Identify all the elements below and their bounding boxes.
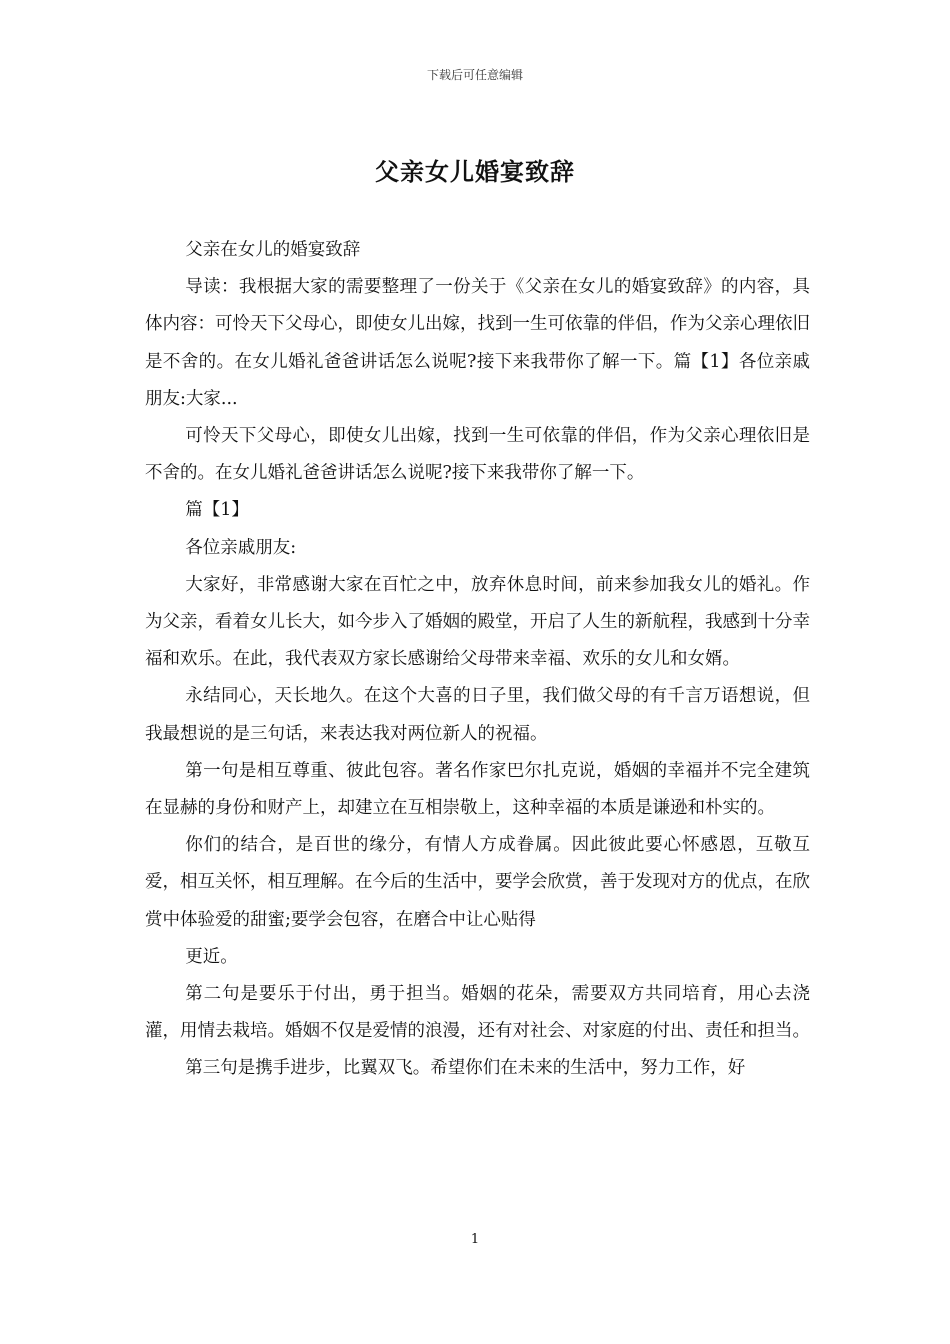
paragraph: 第一句是相互尊重、彼此包容。著名作家巴尔扎克说，婚姻的幸福并不完全建筑在显赫的身份和财产上，却建立在互相崇敬上，这种幸福的本质是谦逊和朴实的。 xyxy=(145,760,810,819)
paragraph: 大家好，非常感谢大家在百忙之中，放弃休息时间，前来参加我女儿的婚礼。作为父亲，看着女儿长大，如今步入了婚姻的殿堂，开启了人生的新航程，我感到十分幸福和欢乐。在此，我代表双方家长感谢给父母带来幸福、欢乐的女儿和女婿。 xyxy=(145,574,810,670)
paragraph: 永结同心，天长地久。在这个大喜的日子里，我们做父母的有千言万语想说，但我最想说的是三句话，来表达我对两位新人的祝福。 xyxy=(145,686,810,744)
page-number: 1 xyxy=(470,1232,480,1247)
paragraph: 第二句是要乐于付出，勇于担当。婚姻的花朵，需要双方共同培育，用心去浇灌，用情去栽培。婚姻不仅是爱情的浪漫，还有对社会、对家庭的付出、责任和担当。 xyxy=(145,984,810,1042)
section-heading: 篇【1】 xyxy=(185,500,249,521)
header-note: 下载后可任意编辑 xyxy=(426,68,523,82)
paragraph: 第三句是携手进步，比翼双飞。希望你们在未来的生活中，努力工作，好 xyxy=(185,1058,746,1079)
paragraph-subtitle: 父亲在女儿的婚宴致辞 xyxy=(185,240,361,260)
paragraph: 更近。 xyxy=(185,946,238,967)
document-title: 父亲女儿婚宴致辞 xyxy=(375,157,575,186)
paragraph: 可怜天下父母心，即使女儿出嫁，找到一生可依靠的伴侣，作为父亲心理依旧是不舍的。在女儿婚礼爸爸讲话怎么说呢?接下来我带你了解一下。 xyxy=(145,426,810,484)
salutation: 各位亲戚朋友: xyxy=(185,537,297,558)
paragraph-intro: 导读：我根据大家的需要整理了一份关于《父亲在女儿的婚宴致辞》的内容，具体内容：可怜天下父母心，即使女儿出嫁，找到一生可依靠的伴侣，作为父亲心理依旧是不舍的。在女儿婚礼爸爸讲话怎么说呢?接下来我带你了解一下。篇【1】各位亲戚朋友:大家... xyxy=(145,277,810,409)
document-body xyxy=(145,232,810,1088)
paragraph: 你们的结合，是百世的缘分，有情人方成眷属。因此彼此要心怀感恩，互敬互爱，相互关怀，相互理解。在今后的生活中，要学会欣赏，善于发现对方的优点，在欣赏中体验爱的甜蜜;要学会包容，在磨合中让心贴得 xyxy=(145,835,810,930)
